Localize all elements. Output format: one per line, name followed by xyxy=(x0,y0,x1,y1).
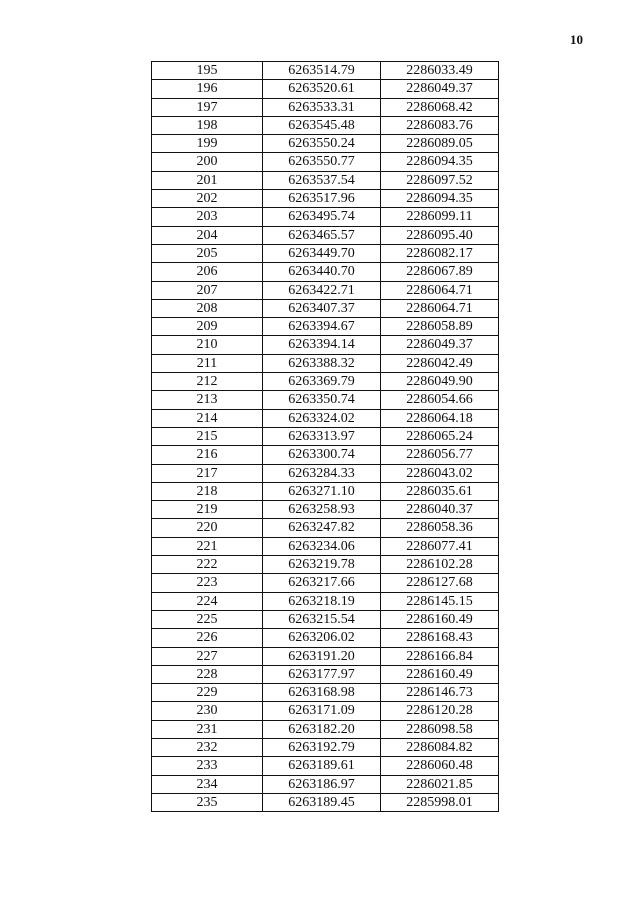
point-number-cell: 213 xyxy=(152,391,263,409)
point-number-cell: 219 xyxy=(152,501,263,519)
point-number-cell: 220 xyxy=(152,519,263,537)
point-number-cell: 217 xyxy=(152,464,263,482)
x-coordinate-cell: 6263394.67 xyxy=(263,318,381,336)
point-number-cell: 221 xyxy=(152,537,263,555)
y-coordinate-cell: 2286064.71 xyxy=(381,281,499,299)
point-number-cell: 212 xyxy=(152,373,263,391)
x-coordinate-cell: 6263545.48 xyxy=(263,116,381,134)
point-number-cell: 203 xyxy=(152,208,263,226)
x-coordinate-cell: 6263465.57 xyxy=(263,226,381,244)
x-coordinate-cell: 6263258.93 xyxy=(263,501,381,519)
table-row xyxy=(152,354,499,372)
x-coordinate-cell: 6263247.82 xyxy=(263,519,381,537)
table-row xyxy=(152,299,499,317)
y-coordinate-cell: 2286095.40 xyxy=(381,226,499,244)
point-number-cell: 206 xyxy=(152,263,263,281)
x-coordinate-cell: 6263449.70 xyxy=(263,244,381,262)
y-coordinate-cell: 2286040.37 xyxy=(381,501,499,519)
x-coordinate-cell: 6263206.02 xyxy=(263,629,381,647)
table-row xyxy=(152,720,499,738)
point-number-cell: 218 xyxy=(152,482,263,500)
point-number-cell: 199 xyxy=(152,135,263,153)
point-number-cell: 230 xyxy=(152,702,263,720)
y-coordinate-cell: 2285998.01 xyxy=(381,793,499,811)
point-number-cell: 209 xyxy=(152,318,263,336)
table-row xyxy=(152,98,499,116)
table-row xyxy=(152,263,499,281)
table-row xyxy=(152,391,499,409)
point-number-cell: 224 xyxy=(152,592,263,610)
table-row xyxy=(152,226,499,244)
y-coordinate-cell: 2286058.89 xyxy=(381,318,499,336)
x-coordinate-cell: 6263350.74 xyxy=(263,391,381,409)
y-coordinate-cell: 2286127.68 xyxy=(381,574,499,592)
table-row xyxy=(152,757,499,775)
point-number-cell: 223 xyxy=(152,574,263,592)
point-number-cell: 196 xyxy=(152,80,263,98)
point-number-cell: 210 xyxy=(152,336,263,354)
point-number-cell: 211 xyxy=(152,354,263,372)
y-coordinate-cell: 2286094.35 xyxy=(381,190,499,208)
y-coordinate-cell: 2286077.41 xyxy=(381,537,499,555)
table-row xyxy=(152,647,499,665)
table-row xyxy=(152,702,499,720)
point-number-cell: 233 xyxy=(152,757,263,775)
point-number-cell: 205 xyxy=(152,244,263,262)
table-row xyxy=(152,574,499,592)
x-coordinate-cell: 6263537.54 xyxy=(263,171,381,189)
table-row xyxy=(152,775,499,793)
x-coordinate-cell: 6263324.02 xyxy=(263,409,381,427)
point-number-cell: 234 xyxy=(152,775,263,793)
y-coordinate-cell: 2286060.48 xyxy=(381,757,499,775)
y-coordinate-cell: 2286094.35 xyxy=(381,153,499,171)
y-coordinate-cell: 2286043.02 xyxy=(381,464,499,482)
x-coordinate-cell: 6263271.10 xyxy=(263,482,381,500)
point-number-cell: 201 xyxy=(152,171,263,189)
y-coordinate-cell: 2286058.36 xyxy=(381,519,499,537)
table-row xyxy=(152,80,499,98)
y-coordinate-cell: 2286035.61 xyxy=(381,482,499,500)
y-coordinate-cell: 2286160.49 xyxy=(381,665,499,683)
x-coordinate-cell: 6263191.20 xyxy=(263,647,381,665)
table-row xyxy=(152,519,499,537)
table-row xyxy=(152,501,499,519)
coordinates-table xyxy=(151,61,499,812)
table-row xyxy=(152,409,499,427)
x-coordinate-cell: 6263300.74 xyxy=(263,446,381,464)
table-row xyxy=(152,556,499,574)
x-coordinate-cell: 6263168.98 xyxy=(263,684,381,702)
x-coordinate-cell: 6263189.61 xyxy=(263,757,381,775)
x-coordinate-cell: 6263407.37 xyxy=(263,299,381,317)
point-number-cell: 215 xyxy=(152,427,263,445)
point-number-cell: 198 xyxy=(152,116,263,134)
y-coordinate-cell: 2286089.05 xyxy=(381,135,499,153)
table-row xyxy=(152,153,499,171)
table-row xyxy=(152,427,499,445)
point-number-cell: 226 xyxy=(152,629,263,647)
y-coordinate-cell: 2286160.49 xyxy=(381,610,499,628)
y-coordinate-cell: 2286021.85 xyxy=(381,775,499,793)
page-number: 10 xyxy=(570,32,583,47)
point-number-cell: 225 xyxy=(152,610,263,628)
table-row xyxy=(152,190,499,208)
x-coordinate-cell: 6263234.06 xyxy=(263,537,381,555)
x-coordinate-cell: 6263284.33 xyxy=(263,464,381,482)
y-coordinate-cell: 2286049.90 xyxy=(381,373,499,391)
table-row xyxy=(152,135,499,153)
point-number-cell: 227 xyxy=(152,647,263,665)
point-number-cell: 229 xyxy=(152,684,263,702)
x-coordinate-cell: 6263422.71 xyxy=(263,281,381,299)
point-number-cell: 204 xyxy=(152,226,263,244)
y-coordinate-cell: 2286084.82 xyxy=(381,738,499,756)
y-coordinate-cell: 2286067.89 xyxy=(381,263,499,281)
point-number-cell: 207 xyxy=(152,281,263,299)
y-coordinate-cell: 2286056.77 xyxy=(381,446,499,464)
point-number-cell: 208 xyxy=(152,299,263,317)
coordinates-table-body xyxy=(152,62,499,812)
x-coordinate-cell: 6263394.14 xyxy=(263,336,381,354)
y-coordinate-cell: 2286097.52 xyxy=(381,171,499,189)
x-coordinate-cell: 6263369.79 xyxy=(263,373,381,391)
x-coordinate-cell: 6263215.54 xyxy=(263,610,381,628)
point-number-cell: 228 xyxy=(152,665,263,683)
x-coordinate-cell: 6263219.78 xyxy=(263,556,381,574)
x-coordinate-cell: 6263218.19 xyxy=(263,592,381,610)
point-number-cell: 216 xyxy=(152,446,263,464)
x-coordinate-cell: 6263550.24 xyxy=(263,135,381,153)
y-coordinate-cell: 2286102.28 xyxy=(381,556,499,574)
table-row xyxy=(152,665,499,683)
table-row xyxy=(152,684,499,702)
x-coordinate-cell: 6263192.79 xyxy=(263,738,381,756)
table-row xyxy=(152,537,499,555)
x-coordinate-cell: 6263177.97 xyxy=(263,665,381,683)
table-row xyxy=(152,629,499,647)
point-number-cell: 231 xyxy=(152,720,263,738)
x-coordinate-cell: 6263182.20 xyxy=(263,720,381,738)
point-number-cell: 235 xyxy=(152,793,263,811)
point-number-cell: 197 xyxy=(152,98,263,116)
y-coordinate-cell: 2286042.49 xyxy=(381,354,499,372)
x-coordinate-cell: 6263533.31 xyxy=(263,98,381,116)
y-coordinate-cell: 2286166.84 xyxy=(381,647,499,665)
point-number-cell: 200 xyxy=(152,153,263,171)
y-coordinate-cell: 2286146.73 xyxy=(381,684,499,702)
table-row xyxy=(152,482,499,500)
y-coordinate-cell: 2286049.37 xyxy=(381,80,499,98)
y-coordinate-cell: 2286064.18 xyxy=(381,409,499,427)
y-coordinate-cell: 2286083.76 xyxy=(381,116,499,134)
point-number-cell: 195 xyxy=(152,62,263,80)
table-row xyxy=(152,373,499,391)
table-row xyxy=(152,116,499,134)
y-coordinate-cell: 2286120.28 xyxy=(381,702,499,720)
x-coordinate-cell: 6263495.74 xyxy=(263,208,381,226)
y-coordinate-cell: 2286064.71 xyxy=(381,299,499,317)
table-row xyxy=(152,62,499,80)
table-row xyxy=(152,244,499,262)
table-row xyxy=(152,610,499,628)
x-coordinate-cell: 6263186.97 xyxy=(263,775,381,793)
table-row xyxy=(152,793,499,811)
x-coordinate-cell: 6263440.70 xyxy=(263,263,381,281)
x-coordinate-cell: 6263520.61 xyxy=(263,80,381,98)
table-row xyxy=(152,446,499,464)
table-row xyxy=(152,208,499,226)
x-coordinate-cell: 6263514.79 xyxy=(263,62,381,80)
x-coordinate-cell: 6263313.97 xyxy=(263,427,381,445)
table-row xyxy=(152,592,499,610)
y-coordinate-cell: 2286065.24 xyxy=(381,427,499,445)
x-coordinate-cell: 6263550.77 xyxy=(263,153,381,171)
x-coordinate-cell: 6263217.66 xyxy=(263,574,381,592)
y-coordinate-cell: 2286082.17 xyxy=(381,244,499,262)
y-coordinate-cell: 2286145.15 xyxy=(381,592,499,610)
table-row xyxy=(152,738,499,756)
x-coordinate-cell: 6263171.09 xyxy=(263,702,381,720)
point-number-cell: 202 xyxy=(152,190,263,208)
x-coordinate-cell: 6263189.45 xyxy=(263,793,381,811)
table-row xyxy=(152,464,499,482)
table-row xyxy=(152,318,499,336)
x-coordinate-cell: 6263388.32 xyxy=(263,354,381,372)
y-coordinate-cell: 2286068.42 xyxy=(381,98,499,116)
y-coordinate-cell: 2286098.58 xyxy=(381,720,499,738)
y-coordinate-cell: 2286168.43 xyxy=(381,629,499,647)
point-number-cell: 222 xyxy=(152,556,263,574)
y-coordinate-cell: 2286049.37 xyxy=(381,336,499,354)
y-coordinate-cell: 2286099.11 xyxy=(381,208,499,226)
point-number-cell: 232 xyxy=(152,738,263,756)
y-coordinate-cell: 2286054.66 xyxy=(381,391,499,409)
table-row xyxy=(152,336,499,354)
point-number-cell: 214 xyxy=(152,409,263,427)
table-row xyxy=(152,281,499,299)
x-coordinate-cell: 6263517.96 xyxy=(263,190,381,208)
y-coordinate-cell: 2286033.49 xyxy=(381,62,499,80)
table-row xyxy=(152,171,499,189)
